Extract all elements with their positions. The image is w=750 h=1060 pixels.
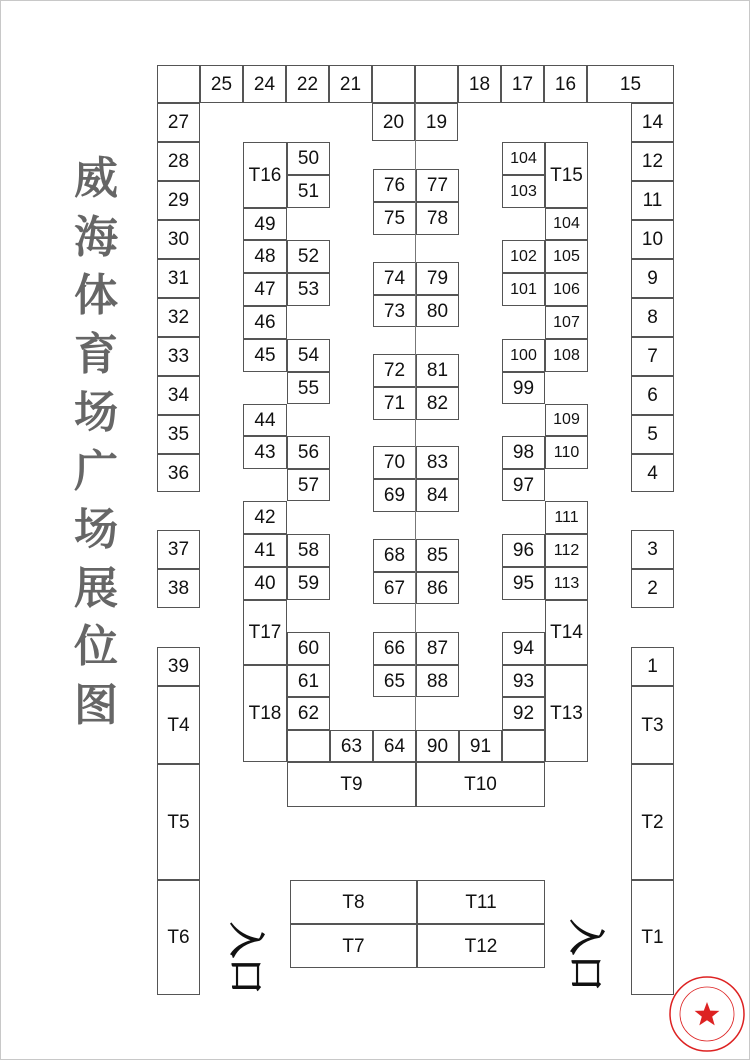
booth-72[interactable]: 72	[373, 354, 416, 387]
booth-37[interactable]: 37	[157, 530, 200, 569]
title-char: 威	[74, 153, 118, 204]
booth-88[interactable]: 88	[416, 665, 459, 697]
booth-7[interactable]: 7	[631, 337, 674, 376]
title-char: 图	[74, 679, 118, 731]
booth-91[interactable]: 91	[459, 730, 502, 762]
booth-T17[interactable]: T17	[243, 600, 287, 665]
booth-T6[interactable]: T6	[157, 880, 200, 995]
booth-21[interactable]: 21	[329, 65, 372, 103]
booth-111[interactable]: 111	[545, 501, 588, 534]
booth-24[interactable]: 24	[243, 65, 286, 103]
booth-T4[interactable]: T4	[157, 686, 200, 764]
title-char: 海	[74, 211, 118, 263]
booth-93[interactable]: 93	[502, 665, 545, 697]
booth-95[interactable]: 95	[502, 567, 545, 600]
booth-17[interactable]: 17	[501, 65, 544, 103]
booth-18[interactable]: 18	[458, 65, 501, 103]
booth-T2[interactable]: T2	[631, 764, 674, 880]
booth-T18[interactable]: T18	[243, 665, 287, 762]
booth-82[interactable]: 82	[416, 387, 459, 420]
booth-31[interactable]: 31	[157, 259, 200, 298]
booth-103[interactable]: 103	[502, 175, 545, 208]
booth-76[interactable]: 76	[373, 169, 416, 202]
booth-102[interactable]: 102	[502, 240, 545, 273]
booth-87[interactable]: 87	[416, 632, 459, 665]
title-char: 展	[74, 562, 118, 614]
booth-110[interactable]: 110	[545, 436, 588, 469]
booth-58[interactable]: 58	[287, 534, 330, 567]
booth-44[interactable]: 44	[243, 404, 287, 436]
booth-14[interactable]: 14	[631, 103, 674, 142]
star-icon	[695, 1002, 720, 1025]
booth-53[interactable]: 53	[287, 273, 330, 306]
booth-98[interactable]: 98	[502, 436, 545, 469]
booth-51[interactable]: 51	[287, 175, 330, 208]
booth-42[interactable]: 42	[243, 501, 287, 534]
booth-12[interactable]: 12	[631, 142, 674, 181]
booth-38[interactable]: 38	[157, 569, 200, 608]
booth-T15[interactable]: T15	[545, 142, 588, 208]
booth-94[interactable]: 94	[502, 632, 545, 665]
booth-83[interactable]: 83	[416, 446, 459, 479]
booth-73[interactable]: 73	[373, 295, 416, 327]
booth-39[interactable]: 39	[157, 647, 200, 686]
booth-59[interactable]: 59	[287, 567, 330, 600]
booth-66[interactable]: 66	[373, 632, 416, 665]
booth-90[interactable]: 90	[416, 730, 459, 762]
booth-4[interactable]: 4	[631, 454, 674, 492]
booth-40[interactable]: 40	[243, 567, 287, 600]
booth-63[interactable]: 63	[330, 730, 373, 762]
booth-T12[interactable]: T12	[417, 924, 545, 968]
booth-68[interactable]: 68	[373, 539, 416, 572]
booth-36[interactable]: 36	[157, 454, 200, 492]
booth-81[interactable]: 81	[416, 354, 459, 387]
booth-60[interactable]: 60	[287, 632, 330, 665]
booth-34[interactable]: 34	[157, 376, 200, 415]
booth-65[interactable]: 65	[373, 665, 416, 697]
booth-85[interactable]: 85	[416, 539, 459, 572]
booth-T9[interactable]: T9	[287, 762, 416, 807]
booth-97[interactable]: 97	[502, 469, 545, 501]
booth-top-blank-3	[415, 65, 458, 103]
booth-9[interactable]: 9	[631, 259, 674, 298]
booth-41[interactable]: 41	[243, 534, 287, 567]
booth-104[interactable]: 104	[545, 208, 588, 240]
booth-bottom-blank-left	[287, 730, 330, 762]
booth-109[interactable]: 109	[545, 404, 588, 436]
booth-10[interactable]: 10	[631, 220, 674, 259]
booth-T13[interactable]: T13	[545, 665, 588, 762]
title-char: 场	[74, 387, 118, 438]
booth-100[interactable]: 100	[502, 339, 545, 372]
booth-108[interactable]: 108	[545, 339, 588, 372]
booth-T1[interactable]: T1	[631, 880, 674, 995]
booth-2[interactable]: 2	[631, 569, 674, 608]
booth-20[interactable]: 20	[372, 103, 415, 141]
booth-T10[interactable]: T10	[416, 762, 545, 807]
booth-8[interactable]: 8	[631, 298, 674, 337]
booth-78[interactable]: 78	[416, 202, 459, 235]
booth-104-top[interactable]: 104	[502, 142, 545, 175]
booth-top-blank-2	[372, 65, 415, 103]
booth-25[interactable]: 25	[200, 65, 243, 103]
title-char: 场	[74, 504, 118, 555]
booth-bottom-blank-right	[502, 730, 545, 762]
title-char: 育	[74, 328, 118, 380]
booth-52[interactable]: 52	[287, 240, 330, 273]
booth-46[interactable]: 46	[243, 306, 287, 339]
entrance-right[interactable]: 入口	[565, 918, 606, 991]
booth-T14[interactable]: T14	[545, 600, 588, 665]
title-char: 位	[74, 621, 118, 672]
booth-33[interactable]: 33	[157, 337, 200, 376]
booth-71[interactable]: 71	[373, 387, 416, 420]
booth-69[interactable]: 69	[373, 479, 416, 512]
booth-43[interactable]: 43	[243, 436, 287, 469]
booth-77[interactable]: 77	[416, 169, 459, 202]
booth-80[interactable]: 80	[416, 295, 459, 327]
booth-92[interactable]: 92	[502, 697, 545, 730]
booth-47[interactable]: 47	[243, 273, 287, 306]
booth-64[interactable]: 64	[373, 730, 416, 762]
booth-105[interactable]: 105	[545, 240, 588, 273]
map-title	[66, 150, 126, 830]
booth-T7[interactable]: T7	[290, 924, 417, 968]
booth-45[interactable]: 45	[243, 339, 287, 372]
booth-35[interactable]: 35	[157, 415, 200, 454]
booth-22[interactable]: 22	[286, 65, 329, 103]
booth-T3[interactable]: T3	[631, 686, 674, 764]
booth-T16[interactable]: T16	[243, 142, 287, 208]
booth-96[interactable]: 96	[502, 534, 545, 567]
booth-5[interactable]: 5	[631, 415, 674, 454]
booth-84[interactable]: 84	[416, 479, 459, 512]
booth-48[interactable]: 48	[243, 240, 287, 273]
booth-27[interactable]: 27	[157, 103, 200, 142]
booth-16[interactable]: 16	[544, 65, 587, 103]
booth-79[interactable]: 79	[416, 262, 459, 295]
booth-75[interactable]: 75	[373, 202, 416, 235]
booth-6[interactable]: 6	[631, 376, 674, 415]
entrance-left[interactable]: 入口	[225, 921, 266, 994]
booth-74[interactable]: 74	[373, 262, 416, 295]
booth-1[interactable]: 1	[631, 647, 674, 686]
center-divider	[415, 103, 416, 732]
booth-113[interactable]: 113	[545, 567, 588, 600]
booth-106[interactable]: 106	[545, 273, 588, 306]
booth-29[interactable]: 29	[157, 181, 200, 220]
booth-T11[interactable]: T11	[417, 880, 545, 924]
booth-70[interactable]: 70	[373, 446, 416, 479]
booth-49[interactable]: 49	[243, 208, 287, 240]
booth-top-blank	[157, 65, 200, 103]
booth-T5[interactable]: T5	[157, 764, 200, 880]
booth-11[interactable]: 11	[631, 181, 674, 220]
booth-86[interactable]: 86	[416, 572, 459, 604]
booth-62[interactable]: 62	[287, 697, 330, 730]
booth-107[interactable]: 107	[545, 306, 588, 339]
booth-99[interactable]: 99	[502, 372, 545, 404]
title-char: 体	[74, 270, 118, 321]
booth-57[interactable]: 57	[287, 469, 330, 501]
booth-3[interactable]: 3	[631, 530, 674, 569]
booth-67[interactable]: 67	[373, 572, 416, 604]
booth-54[interactable]: 54	[287, 339, 330, 372]
booth-30[interactable]: 30	[157, 220, 200, 259]
watermark-stamp	[668, 975, 746, 1053]
booth-101[interactable]: 101	[502, 273, 545, 306]
booth-19[interactable]: 19	[415, 103, 458, 141]
booth-61[interactable]: 61	[287, 665, 330, 697]
booth-32[interactable]: 32	[157, 298, 200, 337]
booth-28[interactable]: 28	[157, 142, 200, 181]
booth-55[interactable]: 55	[287, 372, 330, 404]
title-char: 广	[74, 445, 118, 497]
booth-T8[interactable]: T8	[290, 880, 417, 924]
booth-15[interactable]: 15	[587, 65, 674, 103]
booth-50[interactable]: 50	[287, 142, 330, 175]
booth-56[interactable]: 56	[287, 436, 330, 469]
booth-112[interactable]: 112	[545, 534, 588, 567]
